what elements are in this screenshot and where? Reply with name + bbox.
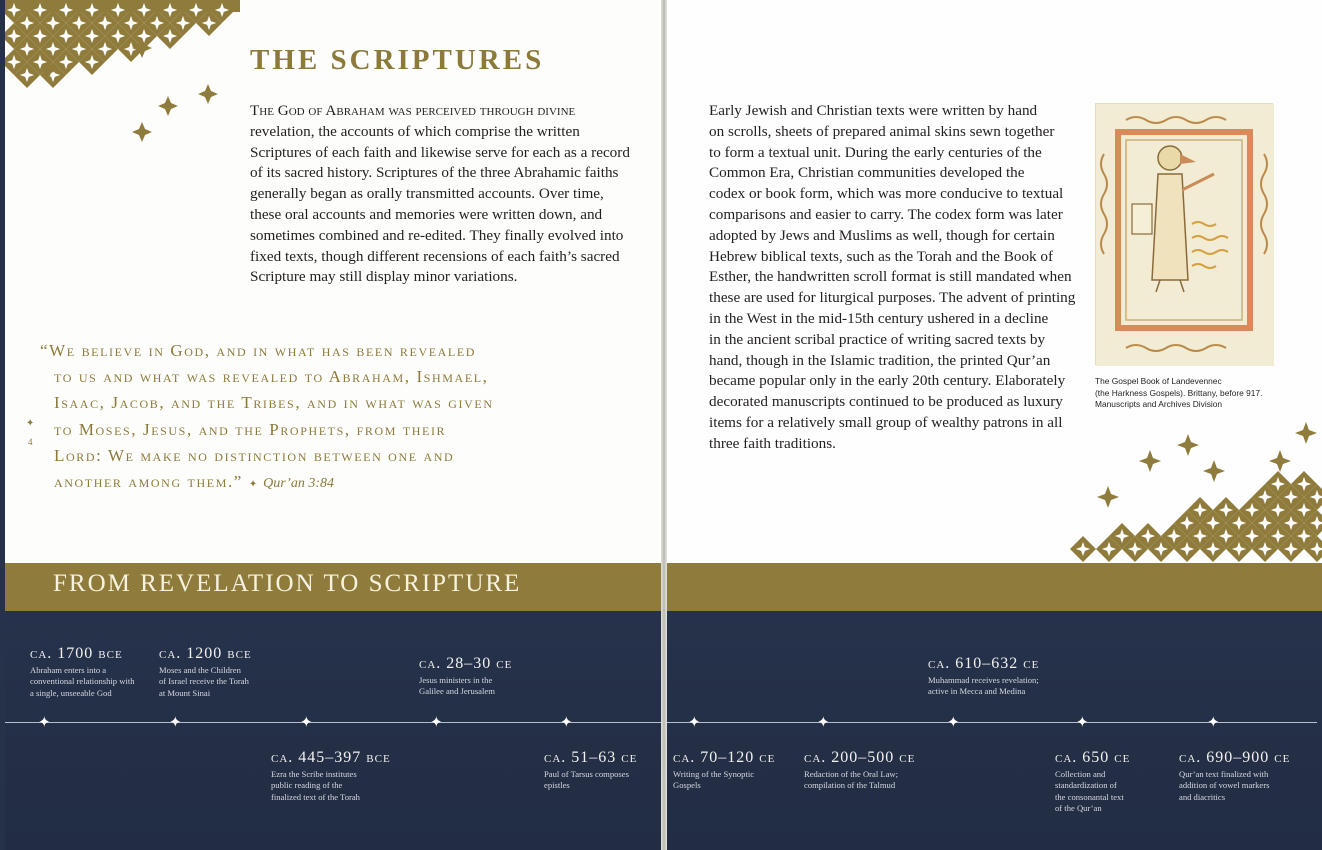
star-icon	[1269, 450, 1291, 472]
event-date: ca. 610–632 ce	[928, 655, 1040, 672]
text-line: revelation, the accounts of which comprise the written	[250, 122, 580, 140]
text-line: sometimes combined and re-edited. They finally evolved into	[250, 226, 624, 244]
desc-line: Gospels	[673, 780, 701, 791]
star-icon	[198, 84, 218, 104]
desc-line: Collection and	[1055, 769, 1106, 779]
quote-line: Lord: We make no distinction between one and	[54, 445, 455, 465]
text-line: Early Jewish and Christian texts were written by hand	[709, 102, 1038, 119]
quote-citation: Qur’an 3:84	[263, 476, 334, 492]
desc-line: Redaction of the Oral Law;	[804, 769, 899, 779]
event-description	[159, 665, 252, 699]
star-icon	[1097, 486, 1119, 508]
star-icon	[1203, 460, 1225, 482]
quote-line: to us and what was revealed to Abraham, Ishmael,	[54, 367, 489, 387]
desc-line: Qur’an text finalized with	[1179, 769, 1269, 779]
quote-line-last: another among them.”	[54, 472, 243, 492]
pull-quote	[40, 338, 494, 498]
quote-line: Isaac, Jacob, and the Tribes, and in what was given	[54, 393, 494, 413]
text-line: these are used for liturgical purposes. The advent of printing	[709, 289, 1076, 307]
text-line: The God of Abraham was perceived through divine	[250, 102, 576, 119]
event-date: ca. 1200 bce	[159, 645, 252, 662]
timeline-marker-icon: ✦	[947, 713, 960, 731]
text-line: became popular only in the early 20th century. Elaborately	[709, 372, 1066, 390]
desc-line: standardization of	[1055, 780, 1117, 791]
body-paragraph	[709, 101, 1075, 455]
desc-line: at Mount Sinai	[159, 687, 211, 698]
text-line: decorated manuscripts continued to be produced as luxury	[709, 393, 1063, 411]
timeline-event	[419, 654, 512, 698]
text-line: Common Era, Christian communities developed the	[709, 164, 1025, 182]
timeline-marker-icon: ✦	[688, 713, 701, 731]
timeline-event	[804, 748, 915, 792]
lattice-ornament-top-left	[0, 0, 250, 150]
text-line: codex or book form, which was more conducive to textual	[709, 185, 1064, 203]
event-date: ca. 28–30 ce	[419, 655, 513, 672]
page-number: 4	[28, 437, 33, 447]
timeline-event	[544, 748, 637, 792]
desc-line: Jesus ministers in the	[419, 675, 493, 685]
desc-line: finalized text of the Torah	[271, 791, 360, 802]
text-line: Esther, the handwritten scroll format is still mandated when	[709, 268, 1072, 286]
event-date: ca. 1700 bce	[30, 645, 123, 662]
event-description	[804, 769, 915, 792]
star-icon	[132, 122, 152, 142]
lattice-pattern	[1070, 471, 1322, 562]
text-line: items for a relatively small group of wealthy patrons in all	[709, 413, 1063, 431]
quote-line: to Moses, Jesus, and the Prophets, from their	[54, 419, 447, 439]
event-date: ca. 200–500 ce	[804, 749, 916, 766]
text-line: fixed texts, though different recensions of each faith’s sacred	[250, 247, 620, 265]
event-description	[419, 675, 512, 698]
timeline-event	[1179, 748, 1290, 803]
timeline-event	[159, 644, 252, 699]
text-line: Scriptures of each faith and likewise serve for each as a record	[250, 143, 630, 161]
desc-line: compilation of the Talmud	[804, 780, 896, 791]
text-line: generally began as orally transmitted accounts. Over time,	[250, 185, 604, 203]
timeline-marker-icon: ✦	[817, 713, 830, 731]
event-description	[544, 769, 637, 792]
event-description	[30, 665, 135, 699]
desc-line: Ezra the Scribe institutes	[271, 769, 357, 779]
book-edge	[0, 0, 5, 850]
text-line: on scrolls, sheets of prepared animal skins sewn together	[709, 122, 1055, 140]
manuscript-illustration	[1095, 103, 1273, 365]
text-line: in the West in the mid-15th century ushered in a decline	[709, 309, 1049, 327]
text-line: comparisons and easier to carry. The codex form was later	[709, 205, 1063, 223]
timeline-marker-icon: ✦	[300, 713, 313, 731]
text-line: three faith traditions.	[709, 434, 836, 452]
event-date: ca. 690–900 ce	[1179, 749, 1291, 766]
timeline-marker-icon: ✦	[560, 713, 573, 731]
lattice-pattern	[1, 0, 235, 88]
desc-line: epistles	[544, 780, 570, 791]
desc-line: public reading of the	[271, 780, 343, 791]
timeline-event	[30, 644, 135, 699]
desc-line: Moses and the Children	[159, 665, 241, 675]
event-date: ca. 70–120 ce	[673, 749, 776, 766]
page-title: THE SCRIPTURES	[250, 44, 545, 76]
event-date: ca. 51–63 ce	[544, 749, 638, 766]
timeline-title: FROM REVELATION TO SCRIPTURE	[53, 570, 522, 597]
timeline-marker-icon: ✦	[1207, 713, 1220, 731]
timeline-marker-icon: ✦	[38, 713, 51, 731]
desc-line: Paul of Tarsus composes	[544, 769, 629, 779]
timeline-marker-icon: ✦	[1076, 713, 1089, 731]
desc-line: of the Qur’an	[1055, 803, 1102, 814]
desc-line: a single, unseeable God	[30, 687, 112, 698]
desc-line: Abraham enters into a	[30, 665, 107, 675]
text-line: Scripture may still display minor variations.	[250, 268, 518, 286]
timeline-marker-icon: ✦	[430, 713, 443, 731]
desc-line: of Israel receive the Torah	[159, 676, 249, 687]
event-description	[928, 675, 1039, 698]
event-date: ca. 445–397 bce	[271, 749, 391, 766]
caption-line: Manuscripts and Archives Division	[1095, 399, 1223, 410]
desc-line: and diacritics	[1179, 791, 1226, 802]
timeline-marker-icon: ✦	[169, 713, 182, 731]
desc-line: the consonantal text	[1055, 791, 1124, 802]
desc-line: Muhammad receives revelation;	[928, 675, 1039, 685]
text-line: these oral accounts and memories were written down, and	[250, 205, 603, 223]
intro-paragraph	[250, 101, 630, 288]
star-icon: ✦	[26, 418, 35, 429]
desc-line: conventional relationship with	[30, 676, 135, 687]
lattice-ornament-bottom-right	[1040, 420, 1322, 565]
event-description	[1179, 769, 1290, 803]
caption-line: The Gospel Book of Landevennec	[1095, 376, 1222, 386]
caption-line: (the Harkness Gospels). Brittany, before 917.	[1095, 387, 1263, 398]
quote-line	[40, 469, 494, 498]
desc-line: Galilee and Jerusalem	[419, 686, 495, 697]
star-icon	[1177, 434, 1199, 456]
event-description	[271, 769, 391, 803]
text-line: adopted by Jews and Muslims as well, though for certain	[709, 226, 1055, 244]
event-date: ca. 650 ce	[1055, 749, 1131, 766]
event-description	[1055, 769, 1130, 815]
star-icon	[1295, 422, 1317, 444]
text-line: Hebrew biblical texts, such as the Torah and the Book of	[709, 247, 1054, 265]
timeline-event	[1055, 748, 1130, 815]
star-icon	[158, 96, 178, 116]
text-line: of its sacred history. Scriptures of the three Abrahamic faiths	[250, 164, 619, 182]
star-icon: ✦	[248, 479, 258, 491]
text-line: to form a textual unit. During the early centuries of the	[709, 143, 1042, 161]
event-description	[673, 769, 775, 792]
text-line: in the ancient scribal practice of writing sacred texts by	[709, 330, 1046, 348]
text-line: hand, though in the Islamic tradition, the printed Qur’an	[709, 351, 1051, 369]
quote-line: “We believe in God, and in what has been revealed	[40, 341, 477, 360]
timeline-event	[271, 748, 391, 803]
book-spine	[661, 0, 667, 850]
desc-line: active in Mecca and Medina	[928, 686, 1026, 697]
timeline-event	[928, 654, 1039, 698]
star-icon	[1139, 450, 1161, 472]
image-caption	[1095, 376, 1262, 411]
desc-line: addition of vowel markers	[1179, 780, 1270, 791]
timeline-event	[673, 748, 775, 792]
desc-line: Writing of the Synoptic	[673, 769, 755, 779]
